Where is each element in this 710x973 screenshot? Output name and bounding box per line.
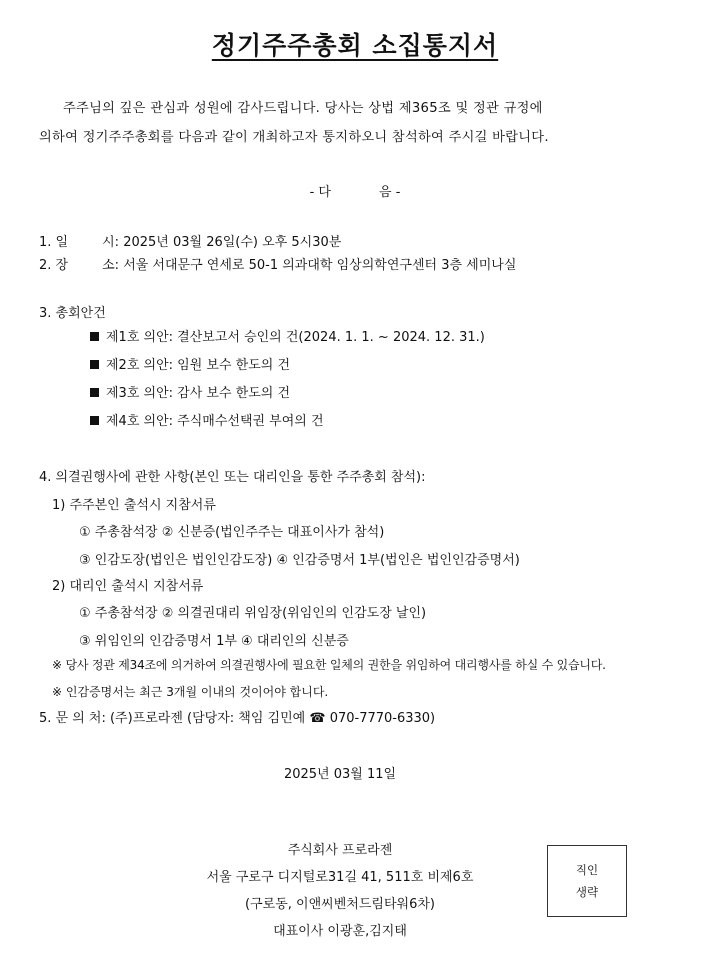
note-line-2: ※ 인감증명서는 최근 3개월 이내의 것이어야 합니다. [52, 685, 329, 699]
notice-date: 2025년 03월 11일 [283, 767, 397, 782]
self-docs-line-1: ① 주총참석장 ② 신분증(법인주주는 대표이사가 참석) [79, 525, 385, 540]
agenda-item: 제1호 의안: 결산보고서 승인의 건(2024. 1. 1. ~ 2024. 12. 31.) [90, 326, 485, 345]
voting-header: 4. 의결권행사에 관한 사항(본인 또는 대리인을 통한 주주총회 참석): [39, 470, 426, 485]
date-label-2: 시: [102, 235, 120, 250]
seal-line-2: 생략 [575, 885, 599, 899]
bullet-square-icon [90, 388, 99, 397]
company-address: 서울 구로구 디지털로31길 41, 511호 비제6호 [206, 870, 474, 885]
proxy-attendance-header: 2) 대리인 출석시 지참서류 [52, 579, 204, 594]
place-label-2: 소: [102, 258, 120, 273]
company-building: (구로동, 이앤씨벤처드림타워6차) [245, 897, 435, 912]
place-row [39, 254, 516, 273]
note-line-1: ※ 당사 정관 제34조에 의거하여 의결권행사에 필요한 일체의 권한을 위임하여 대리행사를 하실 수 있습니다. [52, 658, 606, 672]
seal-line-1: 직인 [575, 863, 599, 877]
company-ceo: 대표이사 이광훈,김지태 [273, 924, 407, 939]
date-row [39, 231, 341, 250]
agenda-item: 제2호 의안: 임원 보수 한도의 건 [90, 354, 290, 373]
self-docs-line-2: ③ 인감도장(법인은 법인인감도장) ④ 인감증명서 1부(법인은 법인인감증명서) [79, 553, 520, 568]
dagum-left: - 다 [309, 185, 331, 200]
proxy-docs-line-1: ① 주총참석장 ② 의결권대리 위임장(위임인의 인감도장 날인) [79, 606, 427, 621]
agenda-item: 제4호 의안: 주식매수선택권 부여의 건 [90, 410, 324, 429]
place-value: 서울 서대문구 연세로 50-1 의과대학 임상의학연구센터 3층 세미나실 [123, 258, 517, 273]
date-value: 2025년 03월 26일(수) 오후 5시30분 [123, 235, 342, 250]
agenda-header: 3. 총회안건 [39, 306, 106, 321]
company-name: 주식회사 프로라젠 [287, 843, 393, 858]
intro-line-1: 주주님의 깊은 관심과 성원에 감사드립니다. 당사는 상법 제365조 및 정관 규정에 [63, 101, 543, 116]
proxy-docs-line-2: ③ 위임인의 인감증명서 1부 ④ 대리인의 신분증 [79, 634, 349, 649]
bullet-square-icon [90, 332, 99, 341]
bullet-square-icon [90, 360, 99, 369]
seal-omitted-box [547, 845, 627, 917]
contact-line: 5. 문 의 처: (주)프로라젠 (담당자: 책임 김민예 ☎ 070-7770-6330) [39, 711, 436, 726]
dagum-heading [0, 181, 710, 200]
date-label: 1. 일 [39, 235, 69, 250]
bullet-square-icon [90, 416, 99, 425]
dagum-right: 음 - [379, 185, 401, 200]
intro-line-2: 의하여 정기주주총회를 다음과 같이 개최하고자 통지하오니 참석하여 주시길 바랍니다. [39, 130, 549, 145]
self-attendance-header: 1) 주주본인 출석시 지참서류 [52, 498, 216, 513]
place-label: 2. 장 [39, 258, 69, 273]
document-title: 정기주주총회 소집통지서 [211, 31, 499, 60]
agenda-item: 제3호 의안: 감사 보수 한도의 건 [90, 382, 290, 401]
